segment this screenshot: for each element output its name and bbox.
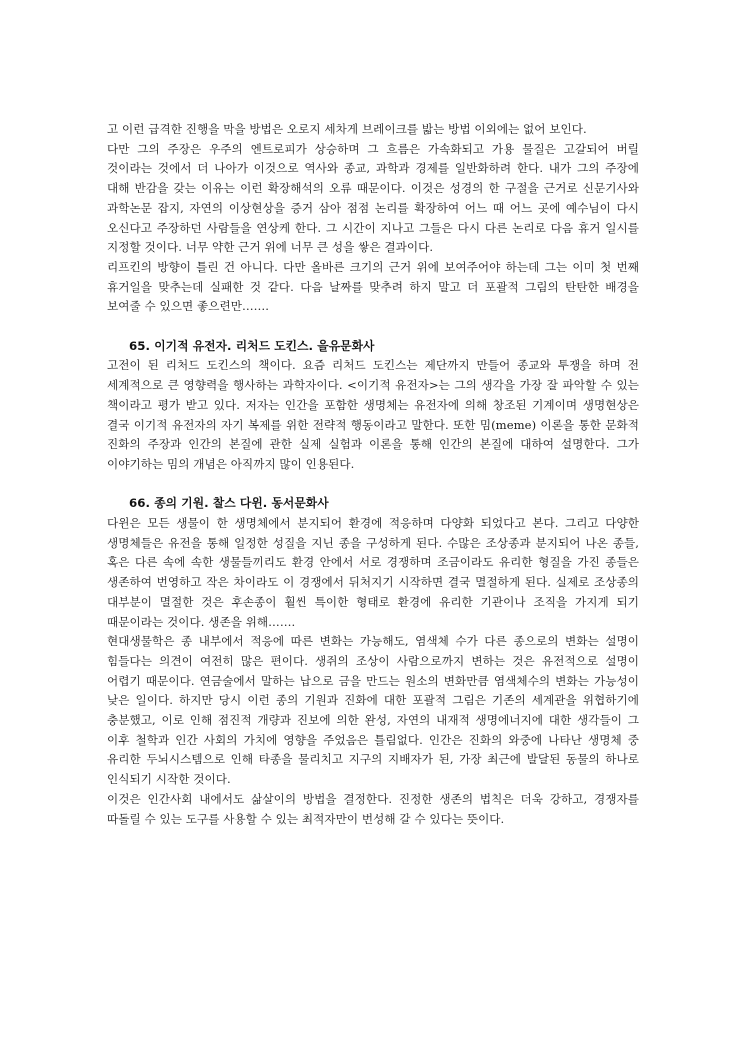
paragraph-darwin-summary: 다윈은 모든 생물이 한 생명체에서 분지되어 환경에 적응하며 다양화 되었다고 본다. 그리고 다양한 생명체들은 유전을 통해 일정한 성질을 지닌 종을 구성하게 된다. 수많은 조상종과 분지되어 나온 종들, 혹은 다른 속에 속한 생물들끼리도 환경 안에서 서로 경쟁하며 조금이라도 유리한 형질을 가진 종들은 생존하여 번영하고 작은 차이라도 이 경쟁에서 뒤처지기 시작하면 결국 멸절하게 된다. 실제로 조상종의 대부분이 멸절한 것은 후손종이 훨씬 특이한 형태로 환경에 유리한 기관이나 조직을 가지게 되기 때문이라는 것이다. 생존을 위해……. (107, 516, 639, 629)
paragraph-survival-law: 이것은 인간사회 내에서도 삶살이의 방법을 결정한다. 진정한 생존의 법칙은 더욱 강하고, 경쟁자를 따돌릴 수 있는 도구를 사용할 수 있는 최적자만이 번성해 갈 수 있다는 뜻이다. (107, 791, 639, 826)
section-heading-65: 65. 이기적 유전자. 리처드 도킨스. 을유문화사 (129, 338, 375, 353)
document-page (107, 120, 639, 829)
section-spacer (107, 475, 639, 495)
section-heading-66: 66. 종의 기원. 찰스 다윈. 동서문화사 (129, 496, 329, 511)
paragraph-intro-continuation: 고 이런 급격한 진행을 막을 방법은 오로지 세차게 브레이크를 밟는 방법 이외에는 없어 보인다. (107, 122, 587, 136)
paragraph-modern-biology: 현대생물학은 종 내부에서 적응에 따른 변화는 가능해도, 염색체 수가 다른 종으로의 변화는 설명이 힘들다는 의견이 여전히 많은 편이다. 생쥐의 조상이 사람으로까지 변하는 것은 유전적으로 설명이 어렵기 때문이다. 연금술에서 말하는 납으로 금을 만드는 원소의 변화만큼 염색체수의 변화는 가능성이 낮은 일이다. 하지만 당시 이런 종의 기원과 진화에 대한 포괄적 그림은 기존의 세계관을 위협하기에 충분했고, 이로 인해 점진적 개량과 진보에 의한 완성, 자연의 내재적 생명에너지에 대한 생각들이 그 이후 철학과 인간 사회의 가치에 영향을 주었음은 틀림없다. 인간은 진화의 와중에 나타난 생명체 중 유리한 두뇌시스템으로 인해 타종을 물리치고 지구의 지배자가 된, 가장 최근에 발달된 동물의 하나로 인식되기 시작한 것이다. (107, 634, 639, 787)
section-spacer (107, 317, 639, 337)
paragraph-rifkin-conclusion: 리프킨의 방향이 틀린 건 아니다. 다만 올바른 크기의 근거 위에 보여주어야 하는데 그는 이미 첫 번째 휴거일을 맞추는데 실패한 것 같다. 다음 날짜를 맞추려 하지 말고 더 포괄적 그림의 탄탄한 배경을 보여줄 수 있으면 좋으련만……. (107, 259, 639, 314)
paragraph-selfish-gene: 고전이 된 리처드 도킨스의 책이다. 요즘 리처드 도킨스는 제단까지 만들어 종교와 투쟁을 하며 전 세계적으로 큰 영향력을 행사하는 과학자이다. <이기적 유전자>는 그의 생각을 가장 잘 파악할 수 있는 책이라고 평가 받고 있다. 저자는 인간을 포함한 생명체는 유전자에 의해 창조된 기계이며 생명현상은 결국 이기적 유전자의 자기 복제를 위한 전략적 행동이라고 말한다. 또한 밈(meme) 이론을 통한 문화적 진화의 주장과 인간의 본질에 관한 실제 실험과 이론을 통해 인간의 본질에 대하여 설명한다. 그가 이야기하는 밈의 개념은 아직까지 많이 인용된다. (107, 358, 639, 471)
paragraph-rifkin-critique: 다만 그의 주장은 우주의 엔트로피가 상승하며 그 흐름은 가속화되고 가용 물질은 고갈되어 버릴 것이라는 것에서 더 나아가 이것으로 역사와 종교, 과학과 경제를 일반화하려 한다. 내가 그의 주장에 대해 반감을 갖는 이유는 이런 확장해석의 오류 때문이다. 이것은 성경의 한 구절을 근거로 신문기사와 과학논문 잡지, 자연의 이상현상을 증거 삼아 점점 논리를 확장하여 어느 때 어느 곳에 예수님이 다시 오신다고 주장하던 사람들을 연상케 한다. 그 시간이 지나고 그들은 다시 다른 논리로 다음 휴거 일시를 지정할 것이다. 너무 약한 근거 위에 너무 큰 성을 쌓은 결과이다. (107, 141, 639, 255)
